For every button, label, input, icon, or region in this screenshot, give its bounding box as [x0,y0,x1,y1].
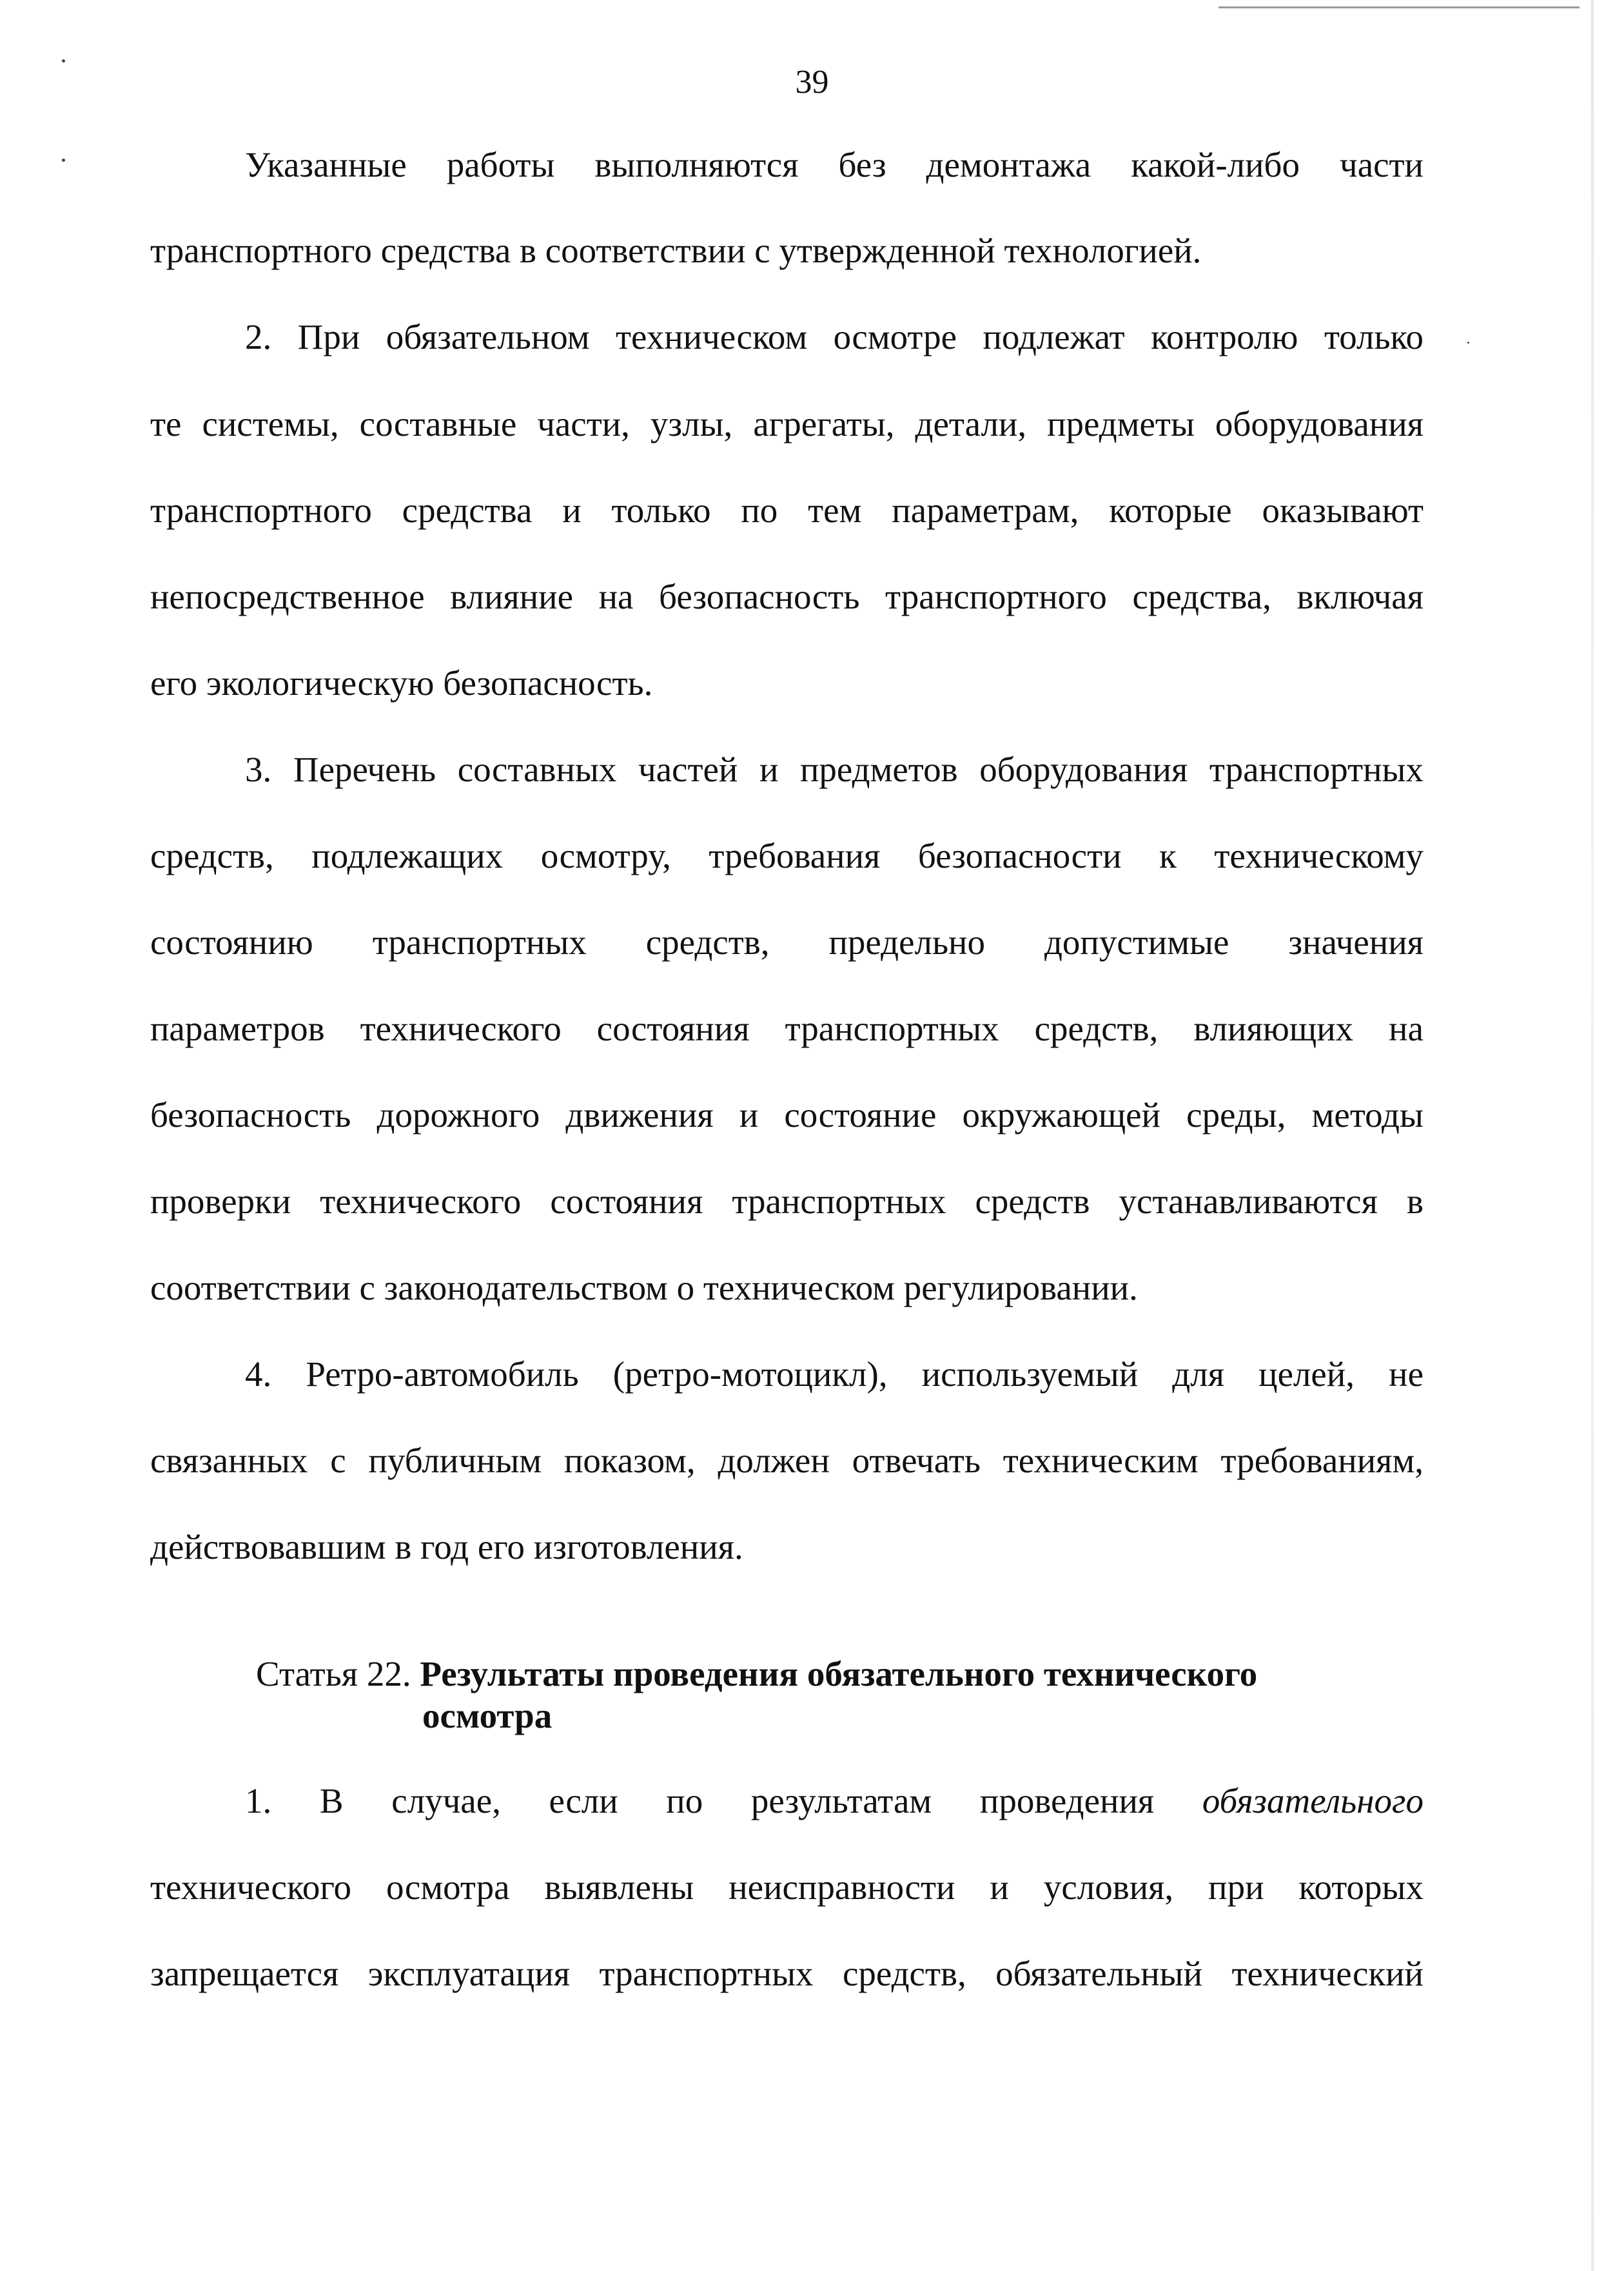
article-title-continuation: осмотра [422,1696,553,1735]
paragraph-3-line-7: соответствии с законодательством о техническом регулировании. [150,1268,1138,1307]
paragraph-3-line-6: проверки технического состояния транспортных средств устанавливаются в [150,1182,1423,1221]
italic-word: обязательного [1202,1781,1423,1820]
paragraph-2-line-1: 2. При обязательном техническом осмотре подлежат контролю только [245,317,1423,356]
page-number: 39 [795,64,829,101]
paragraph-4-line-1: 4. Ретро-автомобиль (ретро-мотоцикл), используемый для целей, не [245,1354,1423,1394]
paragraph-text: 1. В случае, если по результатам проведения [245,1781,1202,1820]
scan-speck [62,59,65,63]
article-number: Статья 22. [256,1654,420,1693]
scan-speck [62,159,65,162]
paragraph-3-line-2: средств, подлежащих осмотру, требования безопасности к техническому [150,836,1423,875]
article-title: Результаты проведения обязательного технического [420,1654,1258,1693]
paragraph-2-line-2: те системы, составные части, узлы, агрегаты, детали, предметы оборудования [150,404,1423,443]
scan-speck [1467,342,1469,344]
paragraph-3-line-5: безопасность дорожного движения и состояние окружающей среды, методы [150,1095,1423,1135]
scan-right-edge [1591,0,1594,2271]
scan-top-rule [1218,6,1580,8]
paragraph-3-line-3: состоянию транспортных средств, предельно допустимые значения [150,922,1423,962]
paragraph-2-line-3: транспортного средства и только по тем параметрам, которые оказывают [150,491,1423,530]
paragraph-1-line-1: Указанные работы выполняются без демонтажа какой-либо части [245,145,1423,184]
article-22-paragraph-1-line-1 [245,1780,1423,1822]
article-22-paragraph-1-line-2: технического осмотра выявлены неисправности и условия, при которых [150,1867,1423,1907]
article-22-paragraph-1-line-3: запрещается эксплуатация транспортных средств, обязательный технический [150,1954,1423,1993]
article-heading [256,1653,1257,1695]
paragraph-3-line-4: параметров технического состояния транспортных средств, влияющих на [150,1009,1423,1048]
paragraph-4-line-2: связанных с публичным показом, должен отвечать техническим требованиям, [150,1441,1423,1480]
paragraph-2-line-5: его экологическую безопасность. [150,663,653,703]
paragraph-2-line-4: непосредственное влияние на безопасность транспортного средства, включая [150,577,1423,616]
paragraph-3-line-1: 3. Перечень составных частей и предметов оборудования транспортных [245,750,1423,789]
paragraph-4-line-3: действовавшим в год его изготовления. [150,1527,743,1566]
paragraph-1-line-2: транспортного средства в соответствии с утвержденной технологией. [150,231,1202,270]
